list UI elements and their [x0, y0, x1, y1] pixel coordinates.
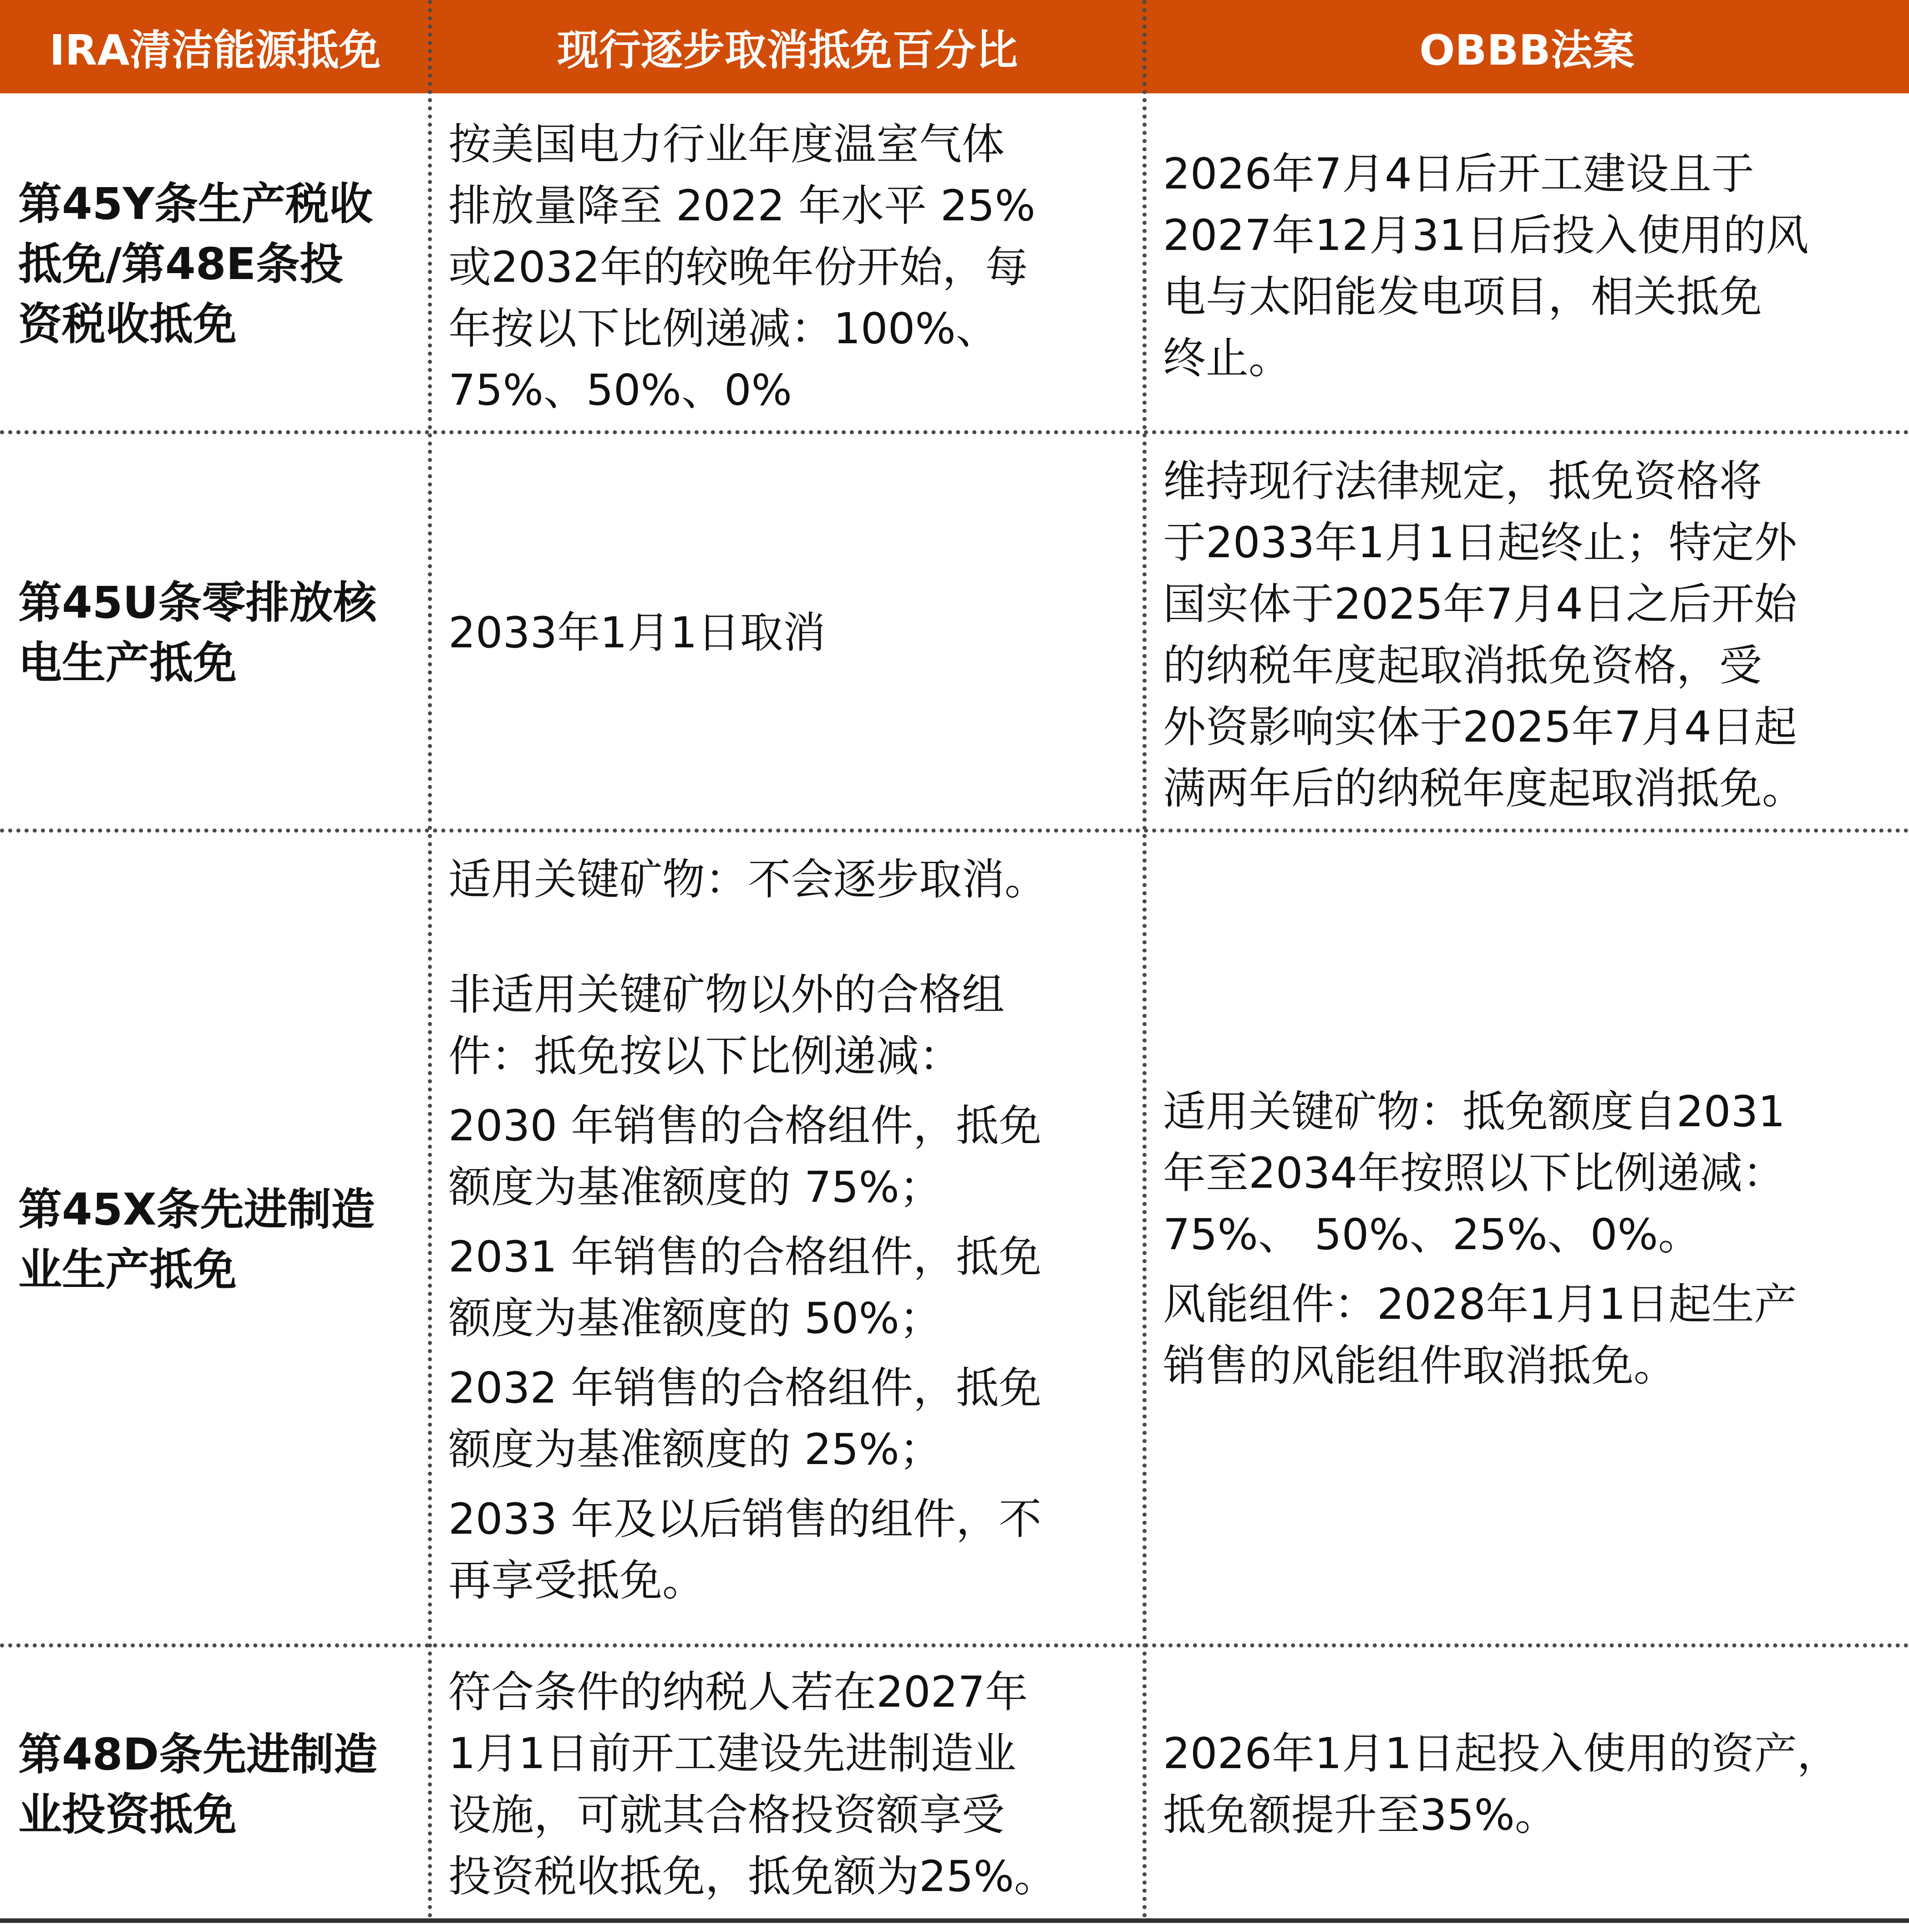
text-line: 国实体于2025年7月4日之后开始	[1163, 580, 1797, 629]
header-col-obbb: OBBB法案	[1419, 25, 1635, 75]
text-line: 2027年12月31日后投入使用的风	[1163, 211, 1809, 260]
text-line: 符合条件的纳税人若在2027年	[448, 1668, 1028, 1717]
text-line: 抵免/第48E条投	[18, 239, 344, 290]
text-line: 2033 年及以后销售的组件，不	[448, 1495, 1042, 1544]
text-line: 风能组件：2028年1月1日起生产	[1163, 1280, 1797, 1329]
row-2-credit-name	[0, 437, 428, 829]
text-line: 于2033年1月1日起终止；特定外	[1163, 518, 1797, 568]
text-line: 的纳税年度起取消抵免资格，受	[1163, 641, 1762, 691]
text-line: 2031 年销售的合格组件，抵免	[448, 1232, 1042, 1282]
text-line: 维持现行法律规定，抵免资格将	[1163, 457, 1762, 506]
column-divider-2	[1142, 0, 1147, 1918]
row-divider-1	[0, 430, 1909, 434]
text-line: 75%、50%、0%	[448, 366, 792, 415]
text-line: 2030 年销售的合格组件，抵免	[448, 1101, 1042, 1151]
row-3-obbb-provision	[1163, 1081, 1900, 1397]
text-line: 资税收抵免	[18, 299, 237, 350]
text-line: 终止。	[1163, 334, 1292, 383]
paragraph-non-critical-components	[448, 964, 1140, 1087]
text-line: 额度为基准额度的 50%；	[448, 1294, 942, 1343]
paragraph-2033	[448, 1489, 1140, 1612]
column-divider-1	[428, 0, 432, 1918]
text-line: 年至2034年按照以下比例递减：	[1163, 1149, 1786, 1198]
text-line: 外资影响实体于2025年7月4日起	[1163, 702, 1797, 752]
text-line: 设施，可就其合格投资额享受	[448, 1790, 1005, 1840]
header-col-ira: IRA清洁能源抵免	[49, 25, 381, 75]
text-line: 再享受抵免。	[448, 1556, 706, 1606]
text-line: 满两年后的纳税年度起取消抵免。	[1163, 764, 1805, 813]
text-line: 或2032年的较晚年份开始，每	[448, 243, 1028, 292]
text-line: 业投资抵免	[18, 1789, 237, 1840]
text-line: 排放量降至 2022 年水平 25%	[448, 181, 1036, 231]
table-bottom-rule	[0, 1918, 1909, 1923]
row-2-obbb-provision	[1163, 451, 1900, 819]
text-line: 适用关键矿物：不会逐步取消。	[448, 855, 1048, 905]
row-4-obbb-provision	[1163, 1650, 1900, 1918]
text-line: 非适用关键矿物以外的合格组	[448, 970, 1005, 1020]
paragraph-2030	[448, 1095, 1140, 1218]
text-line: 抵免额提升至35%。	[1163, 1790, 1558, 1840]
paragraph-critical-minerals	[1163, 1081, 1900, 1266]
paragraph-critical-minerals	[448, 849, 1140, 910]
text-line: 年按以下比例递减：100%、	[448, 304, 999, 354]
text-line: 第45Y条生产税收	[18, 178, 373, 229]
row-1-credit-name	[0, 118, 428, 410]
text-line: 电生产抵免	[18, 637, 237, 688]
row-3-current-phaseout	[448, 849, 1140, 1612]
text-line: 额度为基准额度的 75%；	[448, 1163, 942, 1212]
row-divider-2	[0, 829, 1909, 833]
row-1-obbb-provision	[1163, 143, 1900, 389]
text-line: 2033年1月1日取消	[448, 608, 826, 658]
row-1-current-phaseout	[448, 114, 1140, 421]
row-divider-3	[0, 1643, 1909, 1647]
text-line: 2026年7月4日后开工建设且于	[1163, 149, 1754, 199]
row-4-credit-name	[0, 1650, 428, 1918]
row-2-current-phaseout	[448, 437, 1140, 829]
text-line: 1月1日前开工建设先进制造业	[448, 1729, 1016, 1779]
paragraph-wind-components	[1163, 1274, 1900, 1397]
row-3-credit-name	[0, 835, 428, 1643]
text-line: 业生产抵免	[18, 1244, 237, 1295]
text-line: 额度为基准额度的 25%；	[448, 1425, 942, 1474]
text-line: 销售的风能组件取消抵免。	[1163, 1341, 1677, 1391]
text-line: 2032 年销售的合格组件，抵免	[448, 1363, 1042, 1413]
header-col-current: 现行逐步取消抵免百分比	[557, 25, 1018, 75]
text-line: 电与太阳能发电项目，相关抵免	[1163, 272, 1762, 322]
text-line: 按美国电力行业年度温室气体	[448, 120, 1005, 169]
text-line: 75%、 50%、25%、0%。	[1163, 1210, 1701, 1260]
text-line: 第45X条先进制造	[18, 1184, 375, 1235]
table-header	[0, 0, 1909, 93]
text-line: 投资税收抵免，抵免额为25%。	[448, 1852, 1057, 1901]
row-4-current-phaseout	[448, 1662, 1140, 1907]
text-line: 2026年1月1日起投入使用的资产，	[1163, 1729, 1840, 1779]
text-line: 第45U条零排放核	[18, 577, 377, 628]
paragraph-2031	[448, 1226, 1140, 1349]
text-line: 适用关键矿物：抵免额度自2031	[1163, 1087, 1786, 1137]
paragraph-2032	[448, 1357, 1140, 1480]
text-line: 第48D条先进制造	[18, 1729, 378, 1780]
text-line: 件：抵免按以下比例递减：	[448, 1032, 962, 1081]
